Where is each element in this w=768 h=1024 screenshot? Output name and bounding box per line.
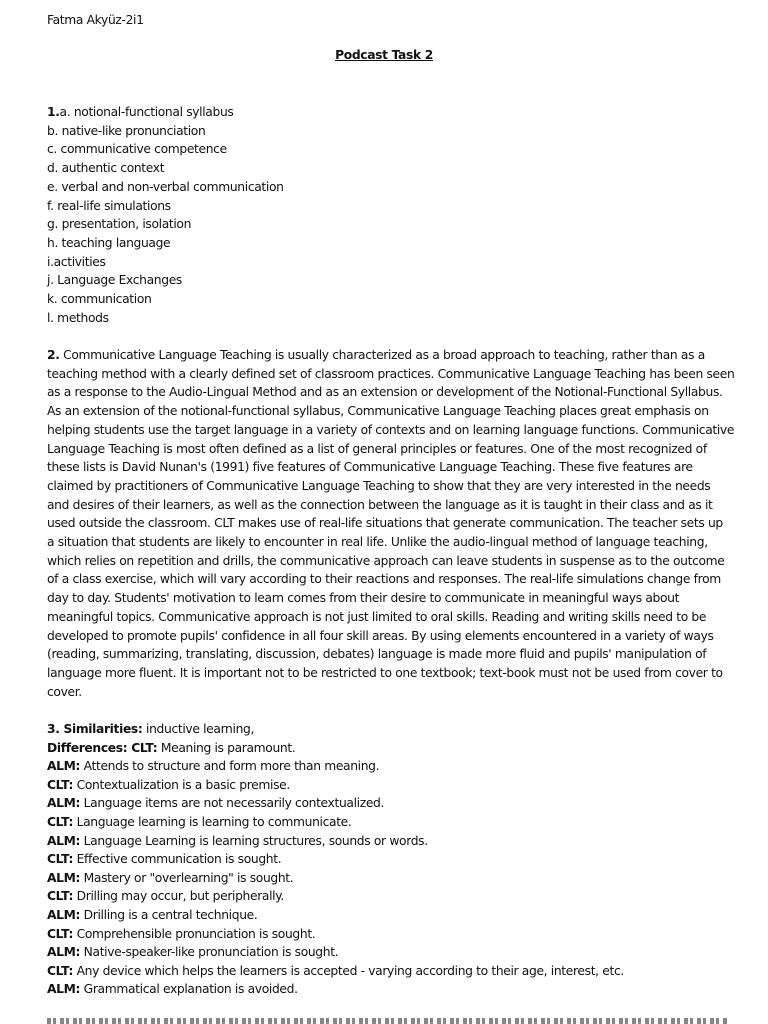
comparison-text: Effective communication is sought.	[73, 852, 282, 867]
truncated-text-fragment	[47, 1018, 727, 1024]
comparison-label: ALM:	[47, 945, 81, 960]
comparison-line	[47, 794, 624, 813]
paragraph-line: these lists is David Nunan's (1991) five features of Communicative Language Teaching. These five features are	[47, 460, 693, 475]
list-item: c. communicative competence	[47, 142, 227, 157]
comparison-text: Language Learning is learning structures, sounds or words.	[80, 833, 428, 848]
comparison-line	[47, 943, 624, 962]
paragraph-line: developed to promote pupils' confidence in all four skill areas. By using elements encountered in a variety of ways	[47, 628, 714, 643]
comparison-line	[47, 887, 624, 906]
section-1-answer-list	[47, 103, 284, 327]
list-item: k. communication	[47, 292, 152, 307]
comparison-line	[47, 832, 624, 851]
comparison-label: CLT:	[47, 814, 74, 829]
paragraph-line: meaningful topics. Communicative approach is not just limited to oral skills. Reading and writing skills need to be	[47, 609, 707, 624]
document-title: Podcast Task 2	[335, 48, 433, 62]
comparison-text: Language learning is learning to communicate.	[73, 814, 352, 829]
comparison-text: inductive learning,	[142, 722, 255, 736]
section-2-paragraph	[47, 346, 735, 701]
paragraph-line: As an extension of the notional-functional syllabus, Communicative Language Teaching places great emphasis on	[47, 404, 709, 419]
list-item: g. presentation, isolation	[47, 217, 192, 232]
list-item: i.activities	[47, 254, 106, 269]
paragraph-line: a situation that students are likely to encounter in real life. Unlike the audio-lingual method of language teaching,	[47, 535, 708, 550]
paragraph-line: language more fluent. It is important not to be restricted to one textbook; text-book must not be used from cover to	[47, 665, 723, 680]
comparison-label: CLT:	[47, 777, 74, 792]
comparison-line	[47, 980, 624, 999]
paragraph-line: (reading, summarizing, translating, discussion, debates) language is made more fluid and pupils' manipulation of	[47, 647, 707, 662]
list-item: e. verbal and non-verbal communication	[47, 179, 284, 194]
list-item: f. real-life simulations	[47, 198, 171, 213]
paragraph-line: which relies on repetition and drills, the communicative approach can leave students in suspense as to the outcome	[47, 553, 725, 568]
comparison-line	[47, 850, 624, 869]
comparison-label: ALM:	[47, 982, 81, 997]
section-number: 2.	[47, 348, 60, 362]
comparison-text: Mastery or "overlearning" is sought.	[80, 870, 294, 885]
paragraph-line: claimed by practitioners of Communicative Language Teaching to show that they are very interested in the needs	[47, 478, 711, 493]
comparison-line	[47, 776, 624, 795]
cut-off-text-line	[0, 1012, 768, 1024]
comparison-label: ALM:	[47, 796, 81, 811]
comparison-label: CLT:	[47, 963, 74, 978]
comparison-line	[47, 869, 624, 888]
comparison-line	[47, 925, 624, 944]
paragraph-line: day to day. Students' motivation to learn comes from their desire to communicate in meaningful ways about	[47, 591, 680, 606]
comparison-text: Drilling may occur, but peripherally.	[73, 889, 284, 904]
paragraph-line: cover.	[47, 684, 82, 699]
paragraph-line: used outside the classroom. CLT makes use of real-life situations that generate communication. The teacher sets up	[47, 516, 723, 531]
comparison-line	[47, 720, 624, 739]
paragraph-line	[47, 346, 727, 365]
list-item: d. authentic context	[47, 161, 165, 176]
paragraph-line: helping students use the target language in a variety of contexts and on learning language functions. Communicative	[47, 422, 735, 437]
comparison-label: CLT:	[47, 852, 74, 867]
list-item: h. teaching language	[47, 235, 171, 250]
list-item: b. native-like pronunciation	[47, 123, 206, 138]
comparison-text: Language items are not necessarily contextualized.	[80, 796, 385, 811]
list-item: l. methods	[47, 310, 109, 325]
paragraph-line: as a response to the Audio-Lingual Method and as an extension or development of the Notional-Functional Syllabus.	[47, 385, 723, 400]
comparison-line	[47, 813, 624, 832]
section-number: 1.	[47, 105, 60, 119]
comparison-line	[47, 906, 624, 925]
paragraph-line: of a class exercise, which will vary according to their reactions and responses. The real-life simulations change from	[47, 572, 721, 587]
paragraph-line: and desires of their learners, as well as the connection between the language as it is taught in their class and as it	[47, 497, 713, 512]
comparison-text: Native-speaker-like pronunciation is sought.	[80, 945, 339, 960]
section-3-comparison	[47, 720, 624, 999]
comparison-line	[47, 962, 624, 981]
comparison-text: Any device which helps the learners is accepted - varying according to their age, interest, etc.	[73, 963, 624, 978]
paragraph-line: teaching method with a clearly defined set of classroom practices. Communicative Language Teaching has been seen	[47, 366, 735, 381]
comparison-label: CLT:	[47, 889, 74, 904]
comparison-label: ALM:	[47, 907, 81, 922]
list-item: j. Language Exchanges	[47, 273, 182, 288]
comparison-label: ALM:	[47, 870, 81, 885]
comparison-label: CLT:	[47, 926, 74, 941]
comparison-line	[47, 757, 624, 776]
comparison-label: 3. Similarities:	[47, 722, 143, 736]
comparison-label: Differences: CLT:	[47, 740, 158, 755]
comparison-text: Drilling is a central technique.	[80, 907, 258, 922]
list-item-text: a. notional-functional syllabus	[59, 105, 234, 119]
comparison-text: Meaning is paramount.	[157, 740, 296, 755]
comparison-text: Grammatical explanation is avoided.	[80, 982, 298, 997]
paragraph-line: Language Teaching is most often defined as a list of general principles or features. One of the most recognized of	[47, 441, 707, 456]
comparison-text: Comprehensible pronunciation is sought.	[73, 926, 316, 941]
list-item	[47, 103, 284, 122]
author-name: Fatma Akyüz-2i1	[47, 13, 144, 27]
comparison-line	[47, 739, 624, 758]
comparison-label: ALM:	[47, 833, 81, 848]
comparison-text: Attends to structure and form more than meaning.	[80, 759, 380, 774]
paragraph-text: Communicative Language Teaching is usually characterized as a broad approach to teaching, rather than as a	[59, 348, 705, 362]
comparison-label: ALM:	[47, 759, 81, 774]
comparison-text: Contextualization is a basic premise.	[73, 777, 290, 792]
